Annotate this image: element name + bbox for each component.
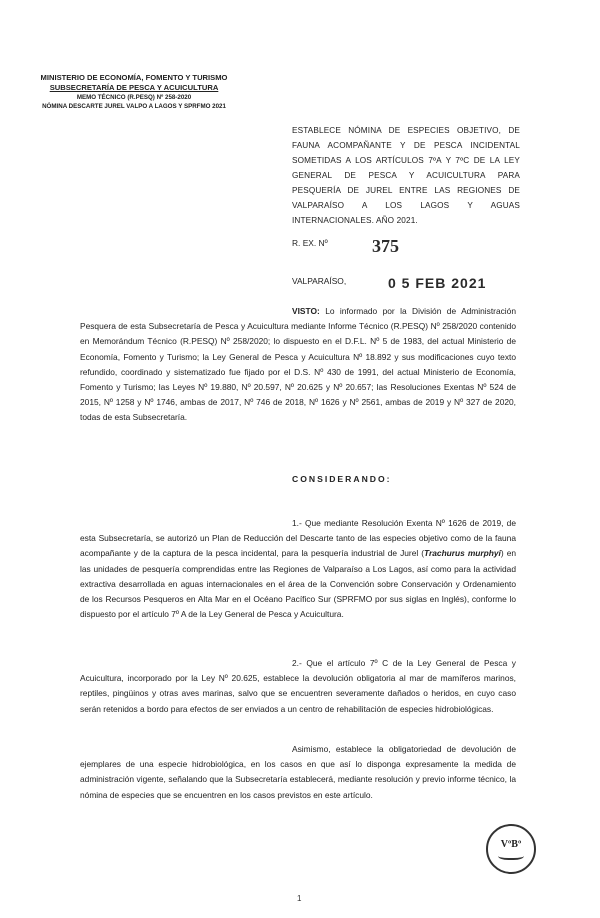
memo-reference: MEMO TÉCNICO (R.PESQ) Nº 258-2020 [76, 94, 192, 101]
stamp-signature-mark [498, 850, 524, 860]
visto-text: Lo informado por la División de Administración Pesquera de esta Subsecretaría de Pesca y Acuicultura mediante Informe Técnico (R.PESQ) Nº 258/2020 contenido en Memorándum Técnico (R.PESQ) Nº 258/2020; lo dispuesto en el D.F.L. Nº 5 de 1983, del actual Ministerio de Economía, Fomento y Turismo; la Ley General de Pesca y Acuicultura Nº 18.892 y sus modificaciones cuyo texto refundido, coordinado y sistematizado fue fijado por el D.S. Nº 430 de 1991, del actual Ministerio de Economía, Fomento y Turismo; las Leyes Nº 19.880, Nº 20.597, Nº 20.625 y Nº 20.657; las Resoluciones Exentas Nº 524 de 2015, Nº 1258 y Nº 1746, ambas de 2017, Nº 746 de 2018, Nº 1626 y Nº 2561, ambas de 2019 y Nº 327 de 2020, todas de esta Subsecretaría. [80, 306, 516, 423]
subsecretaria-name: SUBSECRETARÍA DE PESCA Y ACUICULTURA [49, 83, 219, 92]
nomina-reference: NÓMINA DESCARTE JUREL VALPO A LAGOS Y SPRFMO 2021 [42, 103, 226, 110]
considerando-heading: CONSIDERANDO: [292, 474, 392, 484]
resolution-number: 375 [372, 236, 399, 256]
approval-stamp [486, 824, 536, 874]
stamp-text: VºBº [500, 838, 522, 850]
visto-label: VISTO: [292, 306, 320, 316]
considerando-paragraph-2: 2.- Que el artículo 7º C de la Ley General de Pesca y Acuicultura, incorporado por la Ley Nº 20.625, establece la devolución obligatoria al mar de mamíferos marinos, reptiles, pingüinos y otras aves marinas, salvo que se encuentren severamente dañados o heridos, en cuyo caso serán retenidos a bordo para efectos de ser enviados a un centro de rehabilitación de especies hidrobiológicas. [80, 658, 516, 714]
letterhead [24, 73, 244, 111]
p1-text-after: ) en las unidades de pesquería comprendidas entre las Regiones de Valparaíso a Los Lagos, así como para la actividad extractiva desarrollada en aguas internacionales en el área de la Convención sobre Conservación y Ordenamiento de los Recursos Pesqueros en Alta Mar en el Océano Pacífico Sur (SPRFMO por sus siglas en Inglés), conforme lo dispuesto por el artículo 7º A de la Ley General de Pesca y Acuicultura. [80, 548, 517, 620]
resolution-title: ESTABLECE NÓMINA DE ESPECIES OBJETIVO, DE FAUNA ACOMPAÑANTE Y DE PESCA INCIDENTAL SOMETIDAS A LOS ARTÍCULOS 7ºA Y 7ºC DE LA LEY GENERAL DE PESCA Y ACUICULTURA PARA PESQUERÍA DE JUREL ENTRE LAS REGIONES DE VALPARAÍSO A LOS LAGOS Y AGUAS INTERNACIONALES. AÑO 2021. [292, 126, 520, 225]
resolution-label: R. EX. Nº [292, 238, 328, 248]
ministry-name: MINISTERIO DE ECONOMÍA, FOMENTO Y TURISMO [40, 73, 228, 82]
page-number: 1 [297, 894, 302, 903]
species-name: Trachurus murphyi [424, 548, 501, 559]
resolution-place: VALPARAÍSO, [292, 276, 347, 286]
visto-paragraph [80, 304, 516, 426]
considerando-paragraph-1 [80, 516, 516, 622]
considerando-paragraph-3: Asimismo, establece la obligatoriedad de devolución de ejemplares de una especie hidrobiológica, en los casos en que así lo disponga expresamente la medida de administración vigente, señalando que la Subsecretaría establecerá, mediante resolución y previo informe técnico, la nómina de especies que se encuentren en los casos previstos en este artículo. [80, 744, 516, 800]
p1-text-before: 1.- Que mediante Resolución Exenta Nº 1626 de 2019, de esta Subsecretaría, se autorizó un Plan de Reducción del Descarte tanto de las especies objetivo como de la fauna acompañante y de la captura de la pesca incidental, para la pesquería industrial de Jurel ( [80, 518, 516, 559]
resolution-date-stamp: 0 5 FEB 2021 [388, 275, 487, 291]
